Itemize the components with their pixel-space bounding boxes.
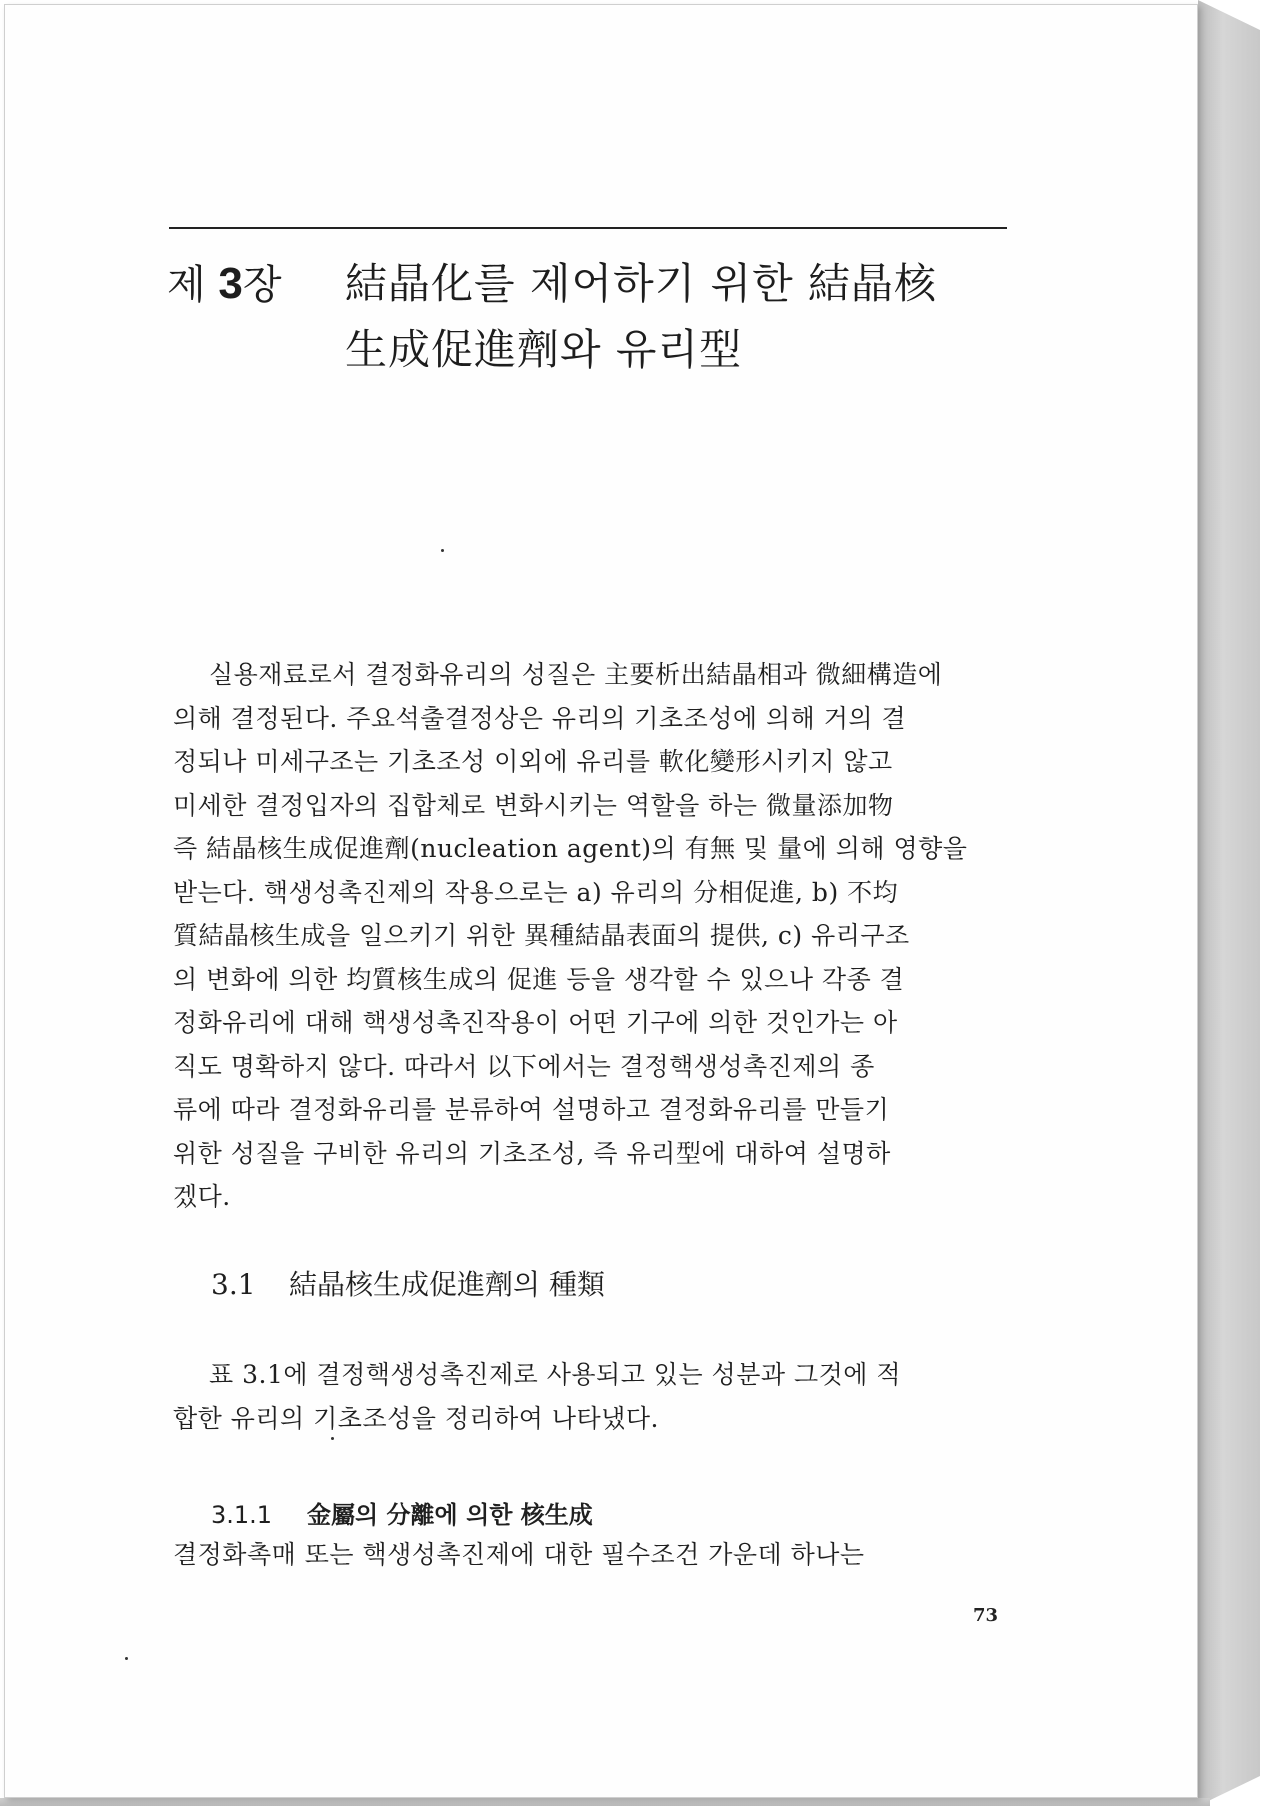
text-line: 표 3.1에 결정핵생성촉진제로 사용되고 있는 성분과 그것에 적 (209, 1360, 901, 1389)
section-title: 結晶核生成促進劑의 種類 (289, 1268, 605, 1301)
page-stack-bottom-edge (0, 1798, 1210, 1806)
text-line: 의해 결정된다. 주요석출결정상은 유리의 기초조성에 의해 거의 결 (173, 703, 907, 733)
scan-speck (331, 1437, 334, 1440)
intro-paragraph (173, 653, 1021, 1219)
text-line: 정되나 미세구조는 기초조성 이외에 유리를 軟化變形시키지 않고 (173, 747, 893, 776)
text-line: 미세한 결정입자의 집합체로 변화시키는 역할을 하는 微量添加物 (173, 790, 894, 820)
text-line: 류에 따라 결정화유리를 분류하여 설명하고 결정화유리를 만들기 (173, 1095, 890, 1124)
text-line: 받는다. 핵생성촉진제의 작용으로는 a) 유리의 分相促進, b) 不均 (173, 877, 899, 907)
section-heading (211, 1263, 605, 1303)
text-line: 겠다. (173, 1182, 231, 1211)
text-line: 결정화촉매 또는 핵생성촉진제에 대한 필수조건 가운데 하나는 (173, 1540, 865, 1569)
text-line: 의 변화에 의한 均質核生成의 促進 등을 생각할 수 있으나 각종 결 (173, 964, 905, 994)
chapter-heading (167, 251, 938, 374)
section-paragraph (173, 1353, 1021, 1441)
text-line: 위한 성질을 구비한 유리의 기초조성, 즉 유리型에 대하여 설명하 (173, 1138, 891, 1168)
text-line: 즉 結晶核生成促進劑(nucleation agent)의 有無 및 量에 의해 영향을 (173, 834, 968, 863)
subsection-heading (211, 1495, 593, 1530)
page-stack-edge (1198, 0, 1260, 1806)
section-number: 3.1 (211, 1268, 256, 1301)
text-line: 質結晶核生成을 일으키기 위한 異種結晶表面의 提供, c) 유리구조 (173, 921, 910, 950)
text-line: 실용재료로서 결정화유리의 성질은 主要析出結晶相과 微細構造에 (209, 660, 943, 689)
chapter-top-rule (169, 227, 1007, 229)
chapter-title-line-2: 生成促進劑와 유리型 (345, 325, 743, 374)
chapter-number: 3 (218, 259, 243, 308)
chapter-label: 제 3장 (167, 259, 282, 308)
scan-speck (125, 1657, 128, 1660)
book-page (4, 4, 1198, 1798)
subsection-title: 金屬의 分離에 의한 核生成 (307, 1501, 593, 1529)
subsection-number: 3.1.1 (211, 1501, 273, 1529)
scan-speck (441, 549, 444, 552)
subsection-paragraph (173, 1533, 1021, 1577)
text-line: 합한 유리의 기초조성을 정리하여 나타냈다. (173, 1404, 659, 1433)
text-line: 정화유리에 대해 핵생성촉진작용이 어떤 기구에 의한 것인가는 아 (173, 1008, 898, 1037)
text-line: 직도 명확하지 않다. 따라서 以下에서는 결정핵생성촉진제의 종 (173, 1051, 875, 1081)
chapter-title-line-1: 結晶化를 제어하기 위한 結晶核 (345, 259, 938, 308)
page-number: 73 (973, 1605, 999, 1626)
